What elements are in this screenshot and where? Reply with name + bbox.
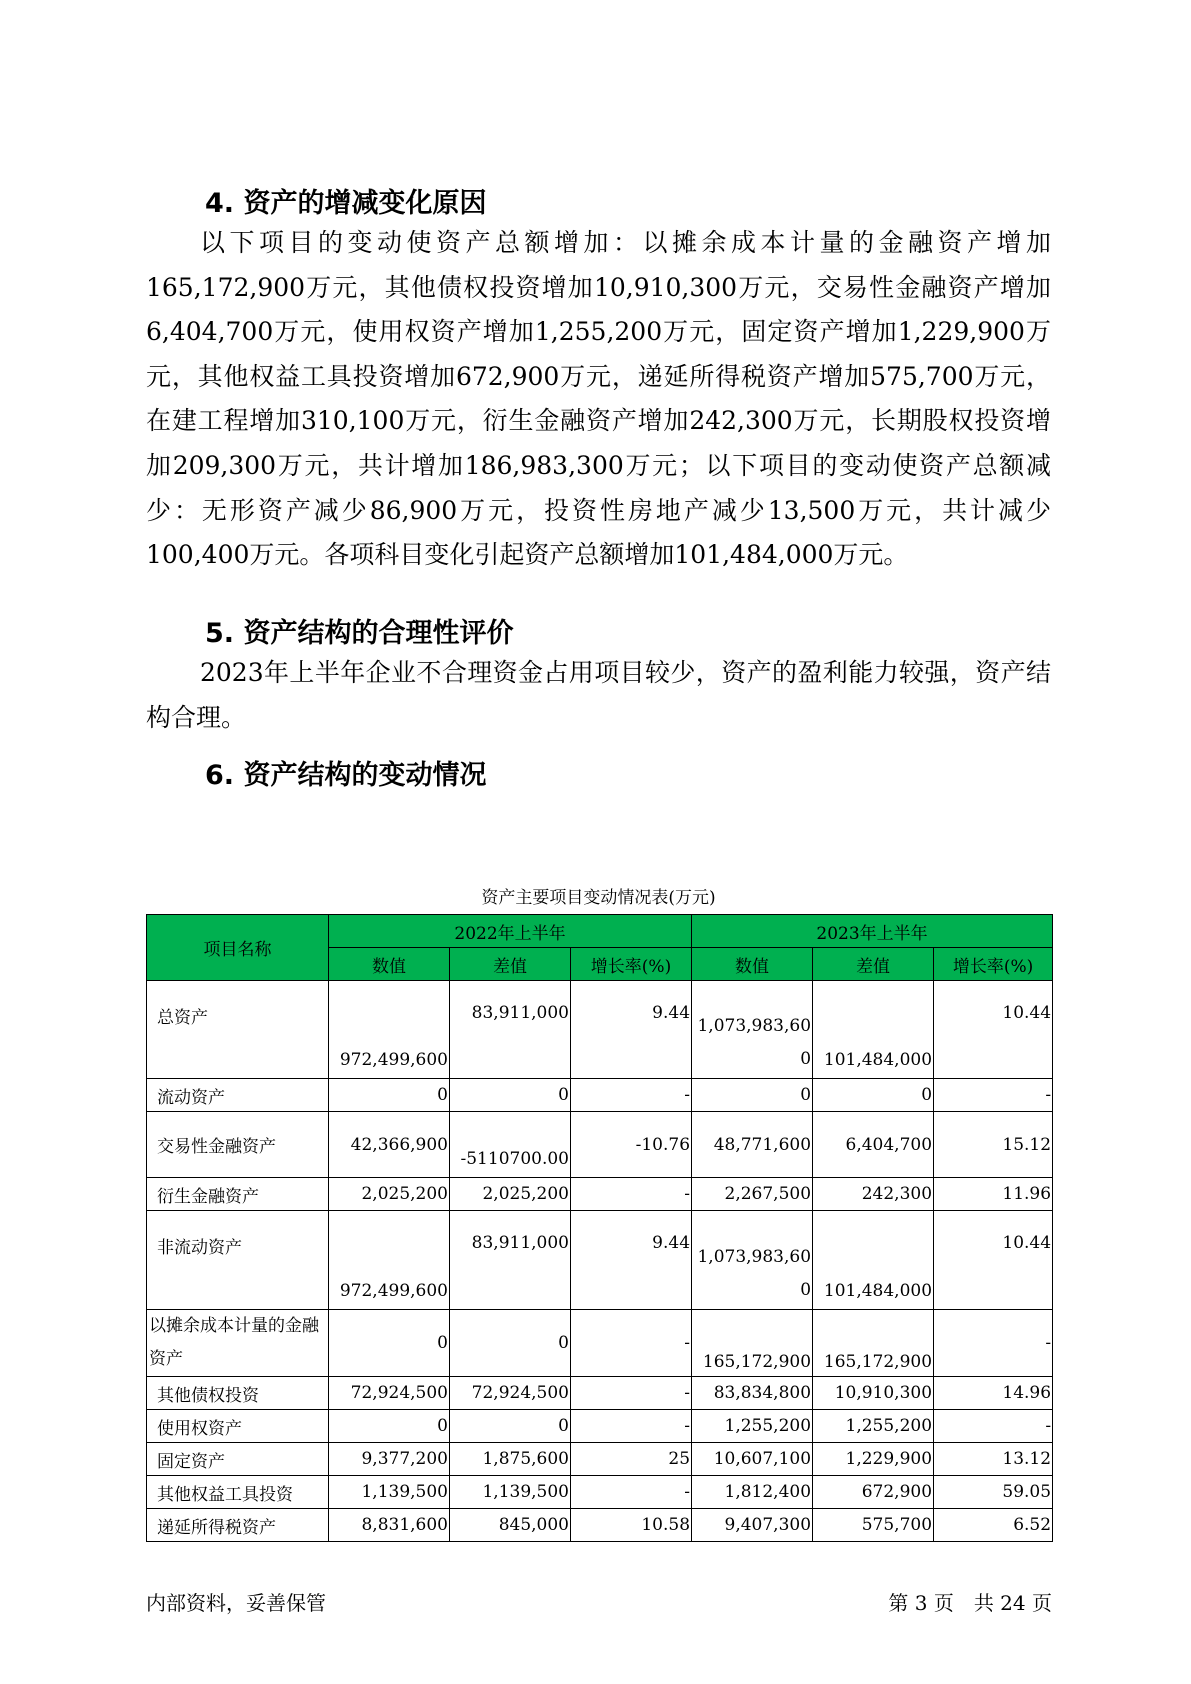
table-row bbox=[147, 1476, 1053, 1509]
cell-value-2022: 9,377,200 bbox=[329, 1443, 450, 1476]
cell-value-2022: 1,139,500 bbox=[329, 1476, 450, 1509]
cell-rate-2022: - bbox=[571, 1310, 692, 1377]
cell-diff-2023: 10,910,300 bbox=[813, 1377, 934, 1410]
cell-diff-2023: 101,484,000 bbox=[813, 1211, 934, 1310]
row-name: 衍生金融资产 bbox=[147, 1178, 329, 1211]
cell-rate-2022: 10.58 bbox=[571, 1509, 692, 1542]
cell-diff-2022: -5110700.00 bbox=[450, 1112, 571, 1178]
table-caption: 资产主要项目变动情况表(万元) bbox=[481, 888, 716, 908]
cell-rate-2023: 6.52 bbox=[934, 1509, 1053, 1542]
table-row bbox=[147, 1211, 1053, 1310]
cell-diff-2022: 0 bbox=[450, 1079, 571, 1112]
rate-header-2022: 增长率(%) bbox=[571, 948, 692, 981]
cell-value-2023: 9,407,300 bbox=[692, 1509, 813, 1542]
cell-rate-2023: 14.96 bbox=[934, 1377, 1053, 1410]
cell-value-2023: 0 bbox=[692, 1079, 813, 1112]
row-name: 其他权益工具投资 bbox=[147, 1476, 329, 1509]
cell-value-2023: 1,255,200 bbox=[692, 1410, 813, 1443]
cell-rate-2023: - bbox=[934, 1410, 1053, 1443]
cell-value-2023: 1,812,400 bbox=[692, 1476, 813, 1509]
row-name: 非流动资产 bbox=[147, 1211, 329, 1310]
cell-value-2023: 2,267,500 bbox=[692, 1178, 813, 1211]
cell-value-2022: 0 bbox=[329, 1410, 450, 1443]
cell-rate-2022: 9.44 bbox=[571, 981, 692, 1079]
cell-rate-2023: 11.96 bbox=[934, 1178, 1053, 1211]
cell-rate-2023: 10.44 bbox=[934, 981, 1053, 1079]
cell-value-2022: 8,831,600 bbox=[329, 1509, 450, 1542]
section-paragraph-4: 以下项目的变动使资产总额增加：以摊余成本计量的金融资产增加165,172,900万元，其他债权投资增加10,910,300万元，交易性金融资产增加6,404,700万元，使用权资产增加1,255,200万元，固定资产增加1,229,900万元，其他权益工具投资增加672,900万元，递延所得税资产增加575,700万元，在建工程增加310,100万元，衍生金融资产增加242,300万元，长期股权投资增加209,300万元，共计增加186,983,300万元；以下项目的变动使资产总额减少：无形资产减少86,900万元，投资性房地产减少13,500万元，共计减少100,400万元。各项科目变化引起资产总额增加101,484,000万元。 bbox=[146, 228, 1051, 570]
cell-value-2022: 42,366,900 bbox=[329, 1112, 450, 1178]
cell-diff-2022: 72,924,500 bbox=[450, 1377, 571, 1410]
table-row bbox=[147, 1079, 1053, 1112]
cell-diff-2022: 2,025,200 bbox=[450, 1178, 571, 1211]
row-name: 其他债权投资 bbox=[147, 1377, 329, 1410]
cell-diff-2023: 1,255,200 bbox=[813, 1410, 934, 1443]
footer-page-number: 第 3 页 共 24 页 bbox=[888, 1591, 1052, 1615]
cell-diff-2023: 575,700 bbox=[813, 1509, 934, 1542]
row-name: 交易性金融资产 bbox=[147, 1112, 329, 1178]
table-row bbox=[147, 1310, 1053, 1377]
table-row bbox=[147, 1410, 1053, 1443]
cell-value-2022: 0 bbox=[329, 1079, 450, 1112]
cell-rate-2023: 10.44 bbox=[934, 1211, 1053, 1310]
table-row bbox=[147, 1443, 1053, 1476]
cell-diff-2022: 83,911,000 bbox=[450, 981, 571, 1079]
cell-diff-2023: 165,172,900 bbox=[813, 1310, 934, 1377]
cell-value-2023: 10,607,100 bbox=[692, 1443, 813, 1476]
cell-diff-2022: 1,139,500 bbox=[450, 1476, 571, 1509]
value-header-2023: 数值 bbox=[692, 948, 813, 981]
cell-diff-2023: 672,900 bbox=[813, 1476, 934, 1509]
cell-rate-2022: - bbox=[571, 1079, 692, 1112]
cell-value-2022: 972,499,600 bbox=[329, 1211, 450, 1310]
table-row bbox=[147, 1377, 1053, 1410]
cell-rate-2022: 9.44 bbox=[571, 1211, 692, 1310]
table-row bbox=[147, 1509, 1053, 1542]
table-row bbox=[147, 1112, 1053, 1178]
cell-diff-2023: 1,229,900 bbox=[813, 1443, 934, 1476]
cell-diff-2022: 0 bbox=[450, 1410, 571, 1443]
row-name: 固定资产 bbox=[147, 1443, 329, 1476]
cell-diff-2022: 845,000 bbox=[450, 1509, 571, 1542]
cell-value-2023: 1,073,983,600 bbox=[692, 1211, 813, 1310]
table-header-row-periods bbox=[147, 915, 1053, 948]
asset-change-table bbox=[146, 914, 1053, 1542]
footer-confidential-note: 内部资料，妥善保管 bbox=[146, 1591, 326, 1615]
row-name: 递延所得税资产 bbox=[147, 1509, 329, 1542]
cell-rate-2022: - bbox=[571, 1476, 692, 1509]
cell-rate-2022: - bbox=[571, 1377, 692, 1410]
cell-value-2023: 165,172,900 bbox=[692, 1310, 813, 1377]
cell-rate-2022: - bbox=[571, 1178, 692, 1211]
cell-rate-2023: 15.12 bbox=[934, 1112, 1053, 1178]
row-name: 以摊余成本计量的金融资产 bbox=[147, 1310, 329, 1377]
cell-rate-2022: -10.76 bbox=[571, 1112, 692, 1178]
rate-header-2023: 增长率(%) bbox=[934, 948, 1053, 981]
cell-diff-2022: 83,911,000 bbox=[450, 1211, 571, 1310]
cell-diff-2022: 1,875,600 bbox=[450, 1443, 571, 1476]
cell-diff-2023: 0 bbox=[813, 1079, 934, 1112]
cell-value-2023: 1,073,983,600 bbox=[692, 981, 813, 1079]
row-name: 流动资产 bbox=[147, 1079, 329, 1112]
period-2023-header: 2023年上半年 bbox=[692, 915, 1053, 948]
diff-header-2023: 差值 bbox=[813, 948, 934, 981]
cell-diff-2022: 0 bbox=[450, 1310, 571, 1377]
diff-header-2022: 差值 bbox=[450, 948, 571, 981]
cell-value-2023: 83,834,800 bbox=[692, 1377, 813, 1410]
cell-value-2022: 972,499,600 bbox=[329, 981, 450, 1079]
value-header-2022: 数值 bbox=[329, 948, 450, 981]
table-row bbox=[147, 1178, 1053, 1211]
cell-rate-2023: 59.05 bbox=[934, 1476, 1053, 1509]
cell-diff-2023: 6,404,700 bbox=[813, 1112, 934, 1178]
cell-value-2023: 48,771,600 bbox=[692, 1112, 813, 1178]
cell-rate-2023: - bbox=[934, 1079, 1053, 1112]
period-2022-header: 2022年上半年 bbox=[329, 915, 692, 948]
table-row bbox=[147, 981, 1053, 1079]
cell-diff-2023: 242,300 bbox=[813, 1178, 934, 1211]
cell-rate-2023: - bbox=[934, 1310, 1053, 1377]
cell-rate-2022: - bbox=[571, 1410, 692, 1443]
section-heading-6: 6. 资产结构的变动情况 bbox=[205, 760, 487, 791]
section-paragraph-5: 2023年上半年企业不合理资金占用项目较少，资产的盈利能力较强，资产结构合理。 bbox=[146, 658, 1051, 732]
row-name: 使用权资产 bbox=[147, 1410, 329, 1443]
row-name: 总资产 bbox=[147, 981, 329, 1079]
section-heading-5: 5. 资产结构的合理性评价 bbox=[205, 618, 514, 649]
cell-rate-2023: 13.12 bbox=[934, 1443, 1053, 1476]
cell-value-2022: 0 bbox=[329, 1310, 450, 1377]
cell-diff-2023: 101,484,000 bbox=[813, 981, 934, 1079]
cell-rate-2022: 25 bbox=[571, 1443, 692, 1476]
section-heading-4: 4. 资产的增减变化原因 bbox=[205, 188, 487, 219]
cell-value-2022: 72,924,500 bbox=[329, 1377, 450, 1410]
item-name-header: 项目名称 bbox=[147, 915, 329, 981]
cell-value-2022: 2,025,200 bbox=[329, 1178, 450, 1211]
